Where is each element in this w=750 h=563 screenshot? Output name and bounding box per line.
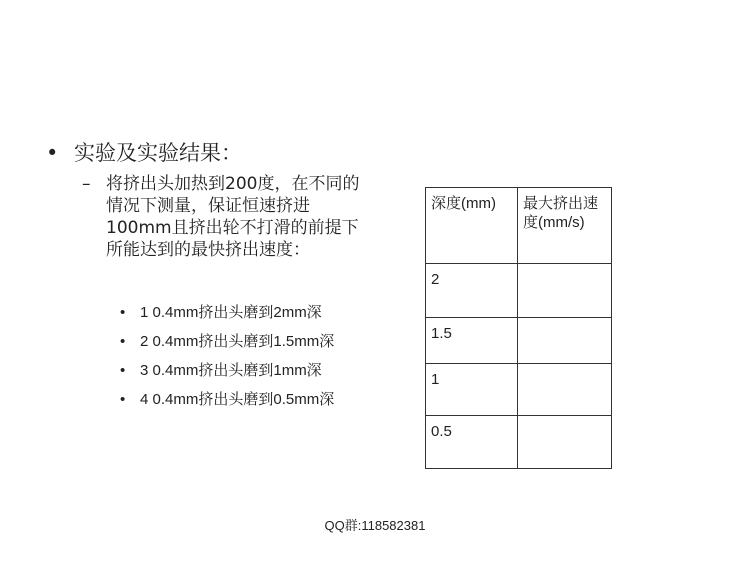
sub-bullet-text: 将挤出头加热到200度，在不同的情况下测量，保证恒速挤进100mm且挤出轮不打滑的前提下所能达到的最快挤出速度：	[106, 174, 360, 260]
depth-cell: 2	[426, 264, 518, 318]
bullet-marker: •	[120, 304, 126, 321]
condition-item	[120, 361, 360, 381]
table-row	[426, 264, 612, 318]
header-max-speed: 最大挤出速度(mm/s)	[518, 188, 612, 264]
bullet-marker: •	[120, 391, 126, 408]
footer-text: QQ群:118582381	[324, 518, 426, 533]
condition-text: 3 0.4mm挤出头磨到1mm深	[140, 362, 322, 379]
speed-cell	[518, 264, 612, 318]
bullet-marker: •	[120, 362, 126, 379]
depth-cell: 0.5	[426, 416, 518, 469]
condition-text: 1 0.4mm挤出头磨到2mm深	[140, 304, 322, 321]
condition-text: 2 0.4mm挤出头磨到1.5mm深	[140, 333, 335, 350]
condition-text: 4 0.4mm挤出头磨到0.5mm深	[140, 391, 335, 408]
condition-item	[120, 303, 360, 323]
speed-cell	[518, 416, 612, 469]
table-header-row	[426, 188, 612, 264]
dash-marker: –	[82, 174, 91, 194]
condition-item	[120, 390, 360, 410]
table-row	[426, 318, 612, 364]
condition-item	[120, 332, 360, 352]
header-depth: 深度(mm)	[426, 188, 518, 264]
bullet-marker: •	[46, 141, 59, 165]
main-bullet-text: 实验及实验结果：	[74, 141, 242, 165]
depth-cell: 1	[426, 364, 518, 416]
results-table	[425, 187, 612, 469]
table-row	[426, 364, 612, 416]
condition-list	[120, 303, 360, 419]
depth-cell: 1.5	[426, 318, 518, 364]
table-row	[426, 416, 612, 469]
bullet-marker: •	[120, 333, 126, 350]
speed-cell	[518, 318, 612, 364]
speed-cell	[518, 364, 612, 416]
